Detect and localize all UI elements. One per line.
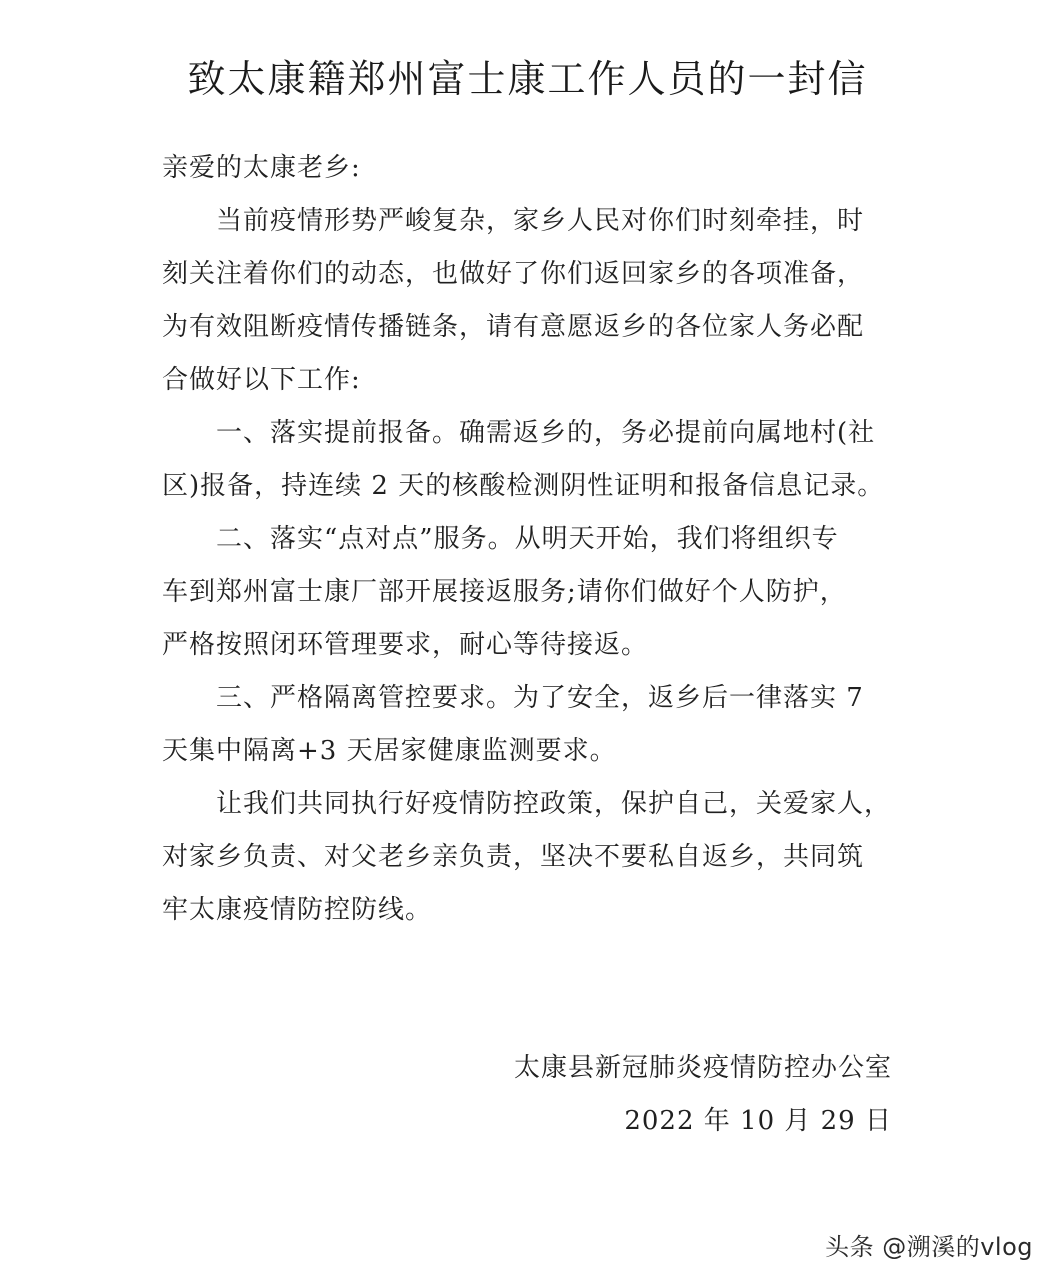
paragraph-5-line-3: 牢太康疫情防控防线。 [162, 895, 433, 925]
paragraph-1-line-1: 当前疫情形势严峻复杂，家乡人民对你们时刻牵挂，时 [216, 206, 865, 236]
paragraph-2-line-2: 区)报备，持连续 2 天的核酸检测阴性证明和报备信息记录。 [162, 471, 885, 501]
letter-body [162, 142, 902, 937]
paragraph-1-line-2: 刻关注着你们的动态，也做好了你们返回家乡的各项准备， [162, 259, 865, 289]
paragraph-2-line-1: 一、落实提前报备。确需返乡的，务必提前向属地村(社 [216, 418, 876, 448]
paragraph-3-line-3: 严格按照闭环管理要求，耐心等待接返。 [162, 630, 649, 660]
watermark: 头条 @溯溪的vlog [825, 1233, 1033, 1261]
letter-title: 致太康籍郑州富士康工作人员的一封信 [187, 57, 868, 101]
paragraph-4-line-1: 三、严格隔离管控要求。为了安全，返乡后一律落实 7 [216, 683, 864, 713]
paragraph-1-line-4: 合做好以下工作: [162, 365, 361, 395]
signature-organization: 太康县新冠肺炎疫情防控办公室 [513, 1053, 892, 1083]
signature-date: 2022 年 10 月 29 日 [624, 1106, 892, 1136]
paragraph-3-line-1: 二、落实“点对点”服务。从明天开始，我们将组织专 [216, 524, 839, 554]
paragraph-5-line-2: 对家乡负责、对父老乡亲负责，坚决不要私自返乡，共同筑 [162, 842, 865, 872]
paragraph-1-line-3: 为有效阻断疫情传播链条，请有意愿返乡的各位家人务必配 [162, 312, 865, 342]
paragraph-3-line-2: 车到郑州富士康厂部开展接返服务;请你们做好个人防护， [162, 577, 847, 607]
salutation: 亲爱的太康老乡: [162, 153, 361, 183]
paragraph-4-line-2: 天集中隔离+3 天居家健康监测要求。 [162, 736, 617, 766]
paragraph-5-line-1: 让我们共同执行好疫情防控政策，保护自己，关爱家人， [216, 789, 892, 819]
